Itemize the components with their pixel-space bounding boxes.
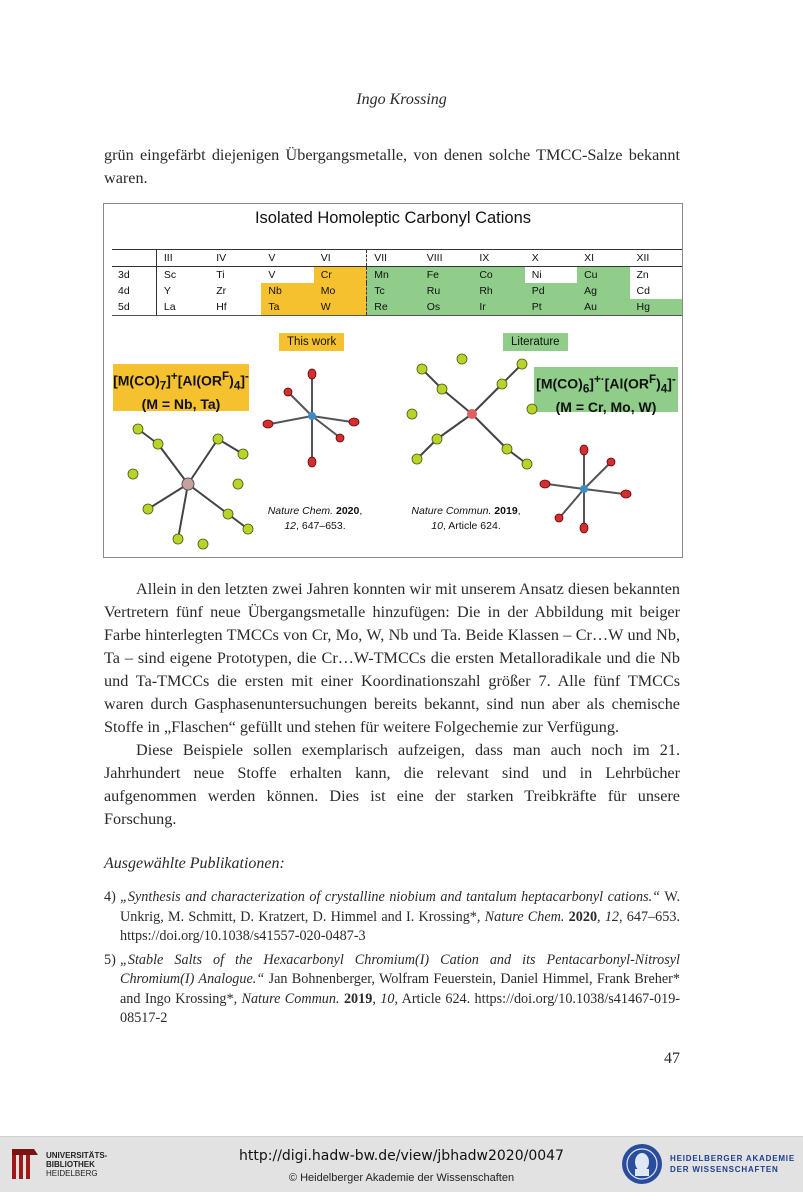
group-header-row — [112, 250, 682, 267]
group-label: VI — [314, 250, 367, 267]
element-cell-this-work: Cr — [314, 267, 367, 284]
body-paragraph-1: Allein in den letzten zwei Jahren konnten wir mit unserem Ansatz diesen bekannten Vertretern fünf neue Übergangsmetalle hinzufügen: Die in der Abbildung mit beiger Farbe hinterlegten TMCCs von Cr, Mo, W, Nb und Ta. Beide Klassen – Cr…W und Nb, Ta – sind eigene Prototypen, die Cr…W-TMCCs die ersten Metalloradikale und die Nb und Ta-TMCCs die ersten mit einer Koordinationszahl größer 7. Alle fünf TMCCs waren durch Gasphasenuntersuchungen bereits bekannt, sind nun aber als chemische Stoffe in „Flaschen“ gefüllt und stehen für weitere Folgechemie zur Verfügung. — [104, 580, 680, 736]
group-label: XI — [577, 250, 629, 267]
formula-box-this-work — [113, 364, 249, 411]
element-cell-literature: Hg — [630, 299, 683, 316]
element-cell: Hf — [209, 299, 261, 316]
academy-seal-icon — [620, 1142, 664, 1186]
element-cell-literature: Ir — [472, 299, 524, 316]
element-cell: Ti — [216, 269, 225, 281]
formula-right-line2: (M = Cr, Mo, W) — [555, 399, 657, 416]
permalink-url[interactable]: http://digi.hadw-bw.de/view/jbhadw2020/0047 — [239, 1148, 564, 1164]
formula-left-line1: $[M(CO)_7]^+[Al(OR^F)_4]^-$ — [113, 370, 249, 393]
group-label: X — [525, 250, 577, 267]
body-text — [104, 578, 680, 831]
group-label: IV — [209, 250, 261, 267]
element-cell-literature: Os — [420, 299, 473, 316]
molecule-structure-icon — [118, 414, 258, 554]
group-label: V — [261, 250, 313, 267]
element-cell-this-work: W — [314, 299, 367, 316]
page-header-author: Ingo Krossing — [356, 91, 447, 108]
figure-title: Isolated Homoleptic Carbonyl Cations — [254, 209, 532, 227]
group-label: III — [156, 250, 209, 267]
element-cell-literature: Ru — [420, 283, 473, 299]
carbonyl-cation-structure-icon — [260, 364, 360, 474]
element-cell: Cd — [636, 285, 650, 297]
formula-box-literature — [534, 367, 678, 416]
group-label: XII — [630, 250, 683, 267]
element-cell-literature: Pt — [525, 299, 577, 316]
this-work-tag: This work — [279, 333, 344, 351]
element-cell-literature: Co — [472, 267, 524, 284]
period-row-4d — [112, 283, 682, 299]
element-cell: La — [156, 299, 209, 316]
copyright-notice: © Heidelberger Akademie der Wissenschaften — [288, 1172, 515, 1184]
section-title: Ausgewählte Publikationen: — [104, 855, 285, 872]
periodic-table-excerpt — [112, 249, 682, 316]
element-cell: V — [268, 269, 276, 281]
citation-left: Nature Chem. 2020, 12, 647–653. — [267, 505, 363, 532]
formula-right-line1: $[M(CO)_6]^{+\cdot}[Al(OR^F)_4]^-$ — [536, 373, 676, 396]
period-row-5d — [112, 299, 682, 316]
literature-tag: Literature — [503, 333, 568, 351]
element-cell-literature: Cu — [577, 267, 629, 284]
group-label: VIII — [420, 250, 473, 267]
period-label: 4d — [112, 283, 156, 299]
element-cell: Sc — [163, 269, 177, 281]
element-cell-literature: Mn — [367, 267, 420, 284]
element-cell-literature: Pd — [525, 283, 577, 299]
period-label: 3d — [112, 267, 156, 284]
reference-item: 5) „Stable Salts of the Hexacarbonyl Chromium(I) Cation and its Pentacarbonyl-Nitrosyl Chromium(I) Analogue.“ Jan Bohnenberger, Wolfram Feuerstein, Daniel Himmel, Frank Breher* and Ingo Krossing*, Nature Commun. 2019, 10, Article 624. https://doi.org/10.1038/s41467-019-08517-2 — [104, 951, 681, 1026]
element-cell: Y — [163, 285, 171, 297]
academy-name: HEIDELBERGER AKADEMIE DER WISSENSCHAFTEN — [670, 1154, 795, 1174]
element-cell-literature: Au — [577, 299, 629, 316]
element-cell: Zn — [636, 269, 649, 281]
element-cell-literature: Tc — [367, 283, 420, 299]
element-cell-this-work: Ta — [261, 299, 313, 316]
body-paragraph-2: Diese Beispiele sollen exemplarisch aufzeigen, dass man auch noch im 21. Jahrhundert neue Stoffe erhalten kann, die relevant sind und in Lehrbücher aufgenommen werden können. Dies ist eine der starken Treibkräfte für unsere Forschung. — [104, 741, 680, 828]
element-cell-this-work: Nb — [261, 283, 313, 299]
intro-paragraph: grün eingefärbt diejenigen Übergangsmetalle, von denen solche TMCC-Salze bekannt waren. — [104, 146, 680, 187]
element-cell-literature: Re — [367, 299, 420, 316]
element-cell-literature: Fe — [420, 267, 473, 284]
citation-right: Nature Commun. 2019, 10, Article 624. — [411, 505, 521, 532]
formula-left-line2: (M = Nb, Ta) — [141, 396, 221, 413]
element-cell: Zr — [216, 285, 227, 297]
period-row-3d — [112, 267, 682, 284]
university-library-name: UNIVERSITÄTS- BIBLIOTHEK HEIDELBERG — [46, 1151, 108, 1178]
reference-item: 4) „Synthesis and characterization of crystalline niobium and tantalum heptacarbonyl cations.“ W. Unkrig, M. Schmitt, D. Kratzert, D. Himmel and I. Krossing*, Nature Chem. 2020, 12, 647–653. https://doi.org/10.1038/s41557-020-0487-3 — [104, 889, 680, 944]
fluorinated-anion-structure-icon — [402, 349, 542, 479]
period-label: 5d — [112, 299, 156, 316]
hexacarbonyl-structure-icon — [539, 444, 639, 534]
reference-list — [104, 888, 680, 1029]
footer-bar — [0, 1136, 803, 1192]
figure-carbonyl-cations — [103, 203, 683, 558]
element-cell-literature: Rh — [472, 283, 524, 299]
page-number: 47 — [664, 1050, 680, 1067]
element-cell-this-work: Mo — [314, 283, 367, 299]
element-cell-literature: Ag — [577, 283, 629, 299]
group-label: IX — [472, 250, 524, 267]
group-label: VII — [367, 250, 420, 267]
element-cell: Ni — [531, 269, 542, 281]
